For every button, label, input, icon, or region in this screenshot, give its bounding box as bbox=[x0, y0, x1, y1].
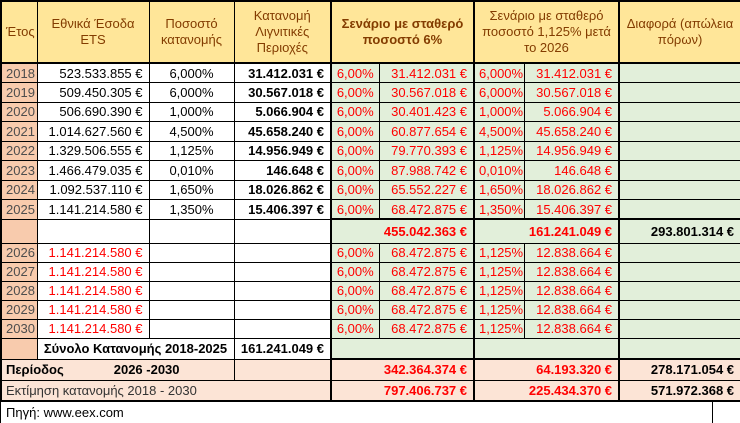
cell-year[interactable]: 2021 bbox=[1, 122, 37, 142]
estimate-label-cell[interactable]: Εκτίμηση κατανομής 2018 - 2030 bbox=[1, 380, 331, 401]
cell-s6-pct[interactable]: 6,00% bbox=[331, 200, 379, 220]
cell-year[interactable]: 2027 bbox=[1, 262, 37, 281]
cell-allocation-empty[interactable] bbox=[234, 319, 331, 338]
cell-allocation-empty[interactable] bbox=[234, 262, 331, 281]
header-row bbox=[1, 1, 740, 63]
cell-pct-empty[interactable] bbox=[149, 319, 234, 338]
cell-s1-amount[interactable]: 12.838.664 € bbox=[524, 262, 619, 281]
cell-s1-subtotal[interactable]: 161.241.049 € bbox=[474, 219, 619, 243]
cell-s1-pct[interactable]: 6,000% bbox=[474, 83, 524, 103]
cell-revenue[interactable]: 1.141.214.580 € bbox=[37, 281, 149, 300]
cell-revenue[interactable]: 1.141.214.580 € bbox=[37, 200, 149, 220]
cell-pct-empty[interactable] bbox=[149, 281, 234, 300]
cell-diff[interactable] bbox=[619, 180, 740, 200]
cell-diff-subtotal[interactable]: 293.801.314 € bbox=[619, 219, 740, 243]
cell-pct[interactable]: 1,650% bbox=[149, 180, 234, 200]
sum-label-cell[interactable]: Σύνολο Κατανομής 2018-2025 bbox=[37, 338, 234, 359]
cell-s6-amount[interactable]: 30.401.423 € bbox=[379, 102, 474, 122]
cell-allocation[interactable]: 30.567.018 € bbox=[234, 83, 331, 103]
cell-year[interactable]: 2022 bbox=[1, 141, 37, 161]
cell-pct[interactable]: 0,010% bbox=[149, 161, 234, 181]
cell-diff[interactable] bbox=[619, 102, 740, 122]
cell-pct-empty[interactable] bbox=[149, 300, 234, 319]
subtotal-row bbox=[1, 219, 740, 243]
cell-s6-pct[interactable]: 6,00% bbox=[331, 141, 379, 161]
cell-allocation[interactable]: 18.026.862 € bbox=[234, 180, 331, 200]
cell-year[interactable]: 2024 bbox=[1, 180, 37, 200]
cell-s1-pct[interactable]: 4,500% bbox=[474, 122, 524, 142]
cell-pct[interactable]: 1,125% bbox=[149, 141, 234, 161]
future-year-row bbox=[1, 281, 740, 300]
cell-s6-pct[interactable]: 6,00% bbox=[331, 243, 379, 262]
cell-s6-amount[interactable]: 65.552.227 € bbox=[379, 180, 474, 200]
sum-s1-empty-cell[interactable] bbox=[474, 338, 619, 359]
cell-diff[interactable] bbox=[619, 200, 740, 220]
cell-year[interactable]: 2023 bbox=[1, 161, 37, 181]
header-scenario-6[interactable]: Σενάριο με σταθερό ποσοστό 6% bbox=[331, 1, 474, 63]
cell-s6-amount[interactable]: 68.472.875 € bbox=[379, 200, 474, 220]
cell-revenue[interactable]: 1.141.214.580 € bbox=[37, 300, 149, 319]
period-alloc-empty-cell[interactable] bbox=[234, 359, 331, 380]
cell-year[interactable]: 2025 bbox=[1, 200, 37, 220]
cell-allocation-empty[interactable] bbox=[234, 281, 331, 300]
cell-s1-pct[interactable]: 1,125% bbox=[474, 141, 524, 161]
cell-diff[interactable] bbox=[619, 141, 740, 161]
future-year-row bbox=[1, 262, 740, 281]
year-row bbox=[1, 200, 740, 220]
estimate-s1-cell[interactable]: 225.434.370 € bbox=[474, 380, 619, 401]
year-row bbox=[1, 141, 740, 161]
cell-revenue[interactable]: 1.092.537.110 € bbox=[37, 180, 149, 200]
cell-year-empty[interactable] bbox=[1, 338, 37, 359]
cell-revenue-empty[interactable] bbox=[37, 219, 149, 243]
cell-revenue[interactable]: 509.450.305 € bbox=[37, 83, 149, 103]
year-row bbox=[1, 122, 740, 142]
cell-s6-amount[interactable]: 60.877.654 € bbox=[379, 122, 474, 142]
sum-value-cell[interactable]: 161.241.049 € bbox=[234, 338, 331, 359]
cell-year[interactable]: 2030 bbox=[1, 319, 37, 338]
cell-s6-amount[interactable]: 79.770.393 € bbox=[379, 141, 474, 161]
cell-s1-pct[interactable]: 1,350% bbox=[474, 200, 524, 220]
source-note: Πηγή: www.eex.com bbox=[0, 402, 713, 423]
cell-allocation[interactable]: 31.412.031 € bbox=[234, 63, 331, 83]
period-s1-cell[interactable]: 64.193.320 € bbox=[474, 359, 619, 380]
header-revenue[interactable]: Εθνικά Έσοδα ETS bbox=[37, 1, 149, 63]
period-label: Περίοδος bbox=[6, 362, 64, 377]
cell-s1-pct[interactable]: 6,000% bbox=[474, 63, 524, 83]
totals-body bbox=[1, 338, 740, 401]
cell-s6-pct[interactable]: 6,00% bbox=[331, 281, 379, 300]
cell-s6-pct[interactable]: 6,00% bbox=[331, 262, 379, 281]
cell-revenue[interactable]: 1.141.214.580 € bbox=[37, 319, 149, 338]
cell-s6-amount[interactable]: 68.472.875 € bbox=[379, 281, 474, 300]
cell-revenue[interactable]: 523.533.855 € bbox=[37, 63, 149, 83]
estimate-diff-cell[interactable]: 571.972.368 € bbox=[619, 380, 740, 401]
cell-allocation[interactable]: 5.066.904 € bbox=[234, 102, 331, 122]
cell-s6-amount[interactable]: 68.472.875 € bbox=[379, 243, 474, 262]
cell-s1-amount[interactable]: 12.838.664 € bbox=[524, 300, 619, 319]
cell-s1-pct[interactable]: 1,125% bbox=[474, 262, 524, 281]
cell-revenue[interactable]: 506.690.390 € bbox=[37, 102, 149, 122]
cell-s1-amount[interactable]: 15.406.397 € bbox=[524, 200, 619, 220]
data-rows-body bbox=[1, 63, 740, 338]
cell-diff[interactable] bbox=[619, 281, 740, 300]
year-row bbox=[1, 161, 740, 181]
cell-s1-pct[interactable]: 1,650% bbox=[474, 180, 524, 200]
cell-s6-amount[interactable]: 31.412.031 € bbox=[379, 63, 474, 83]
cell-diff[interactable] bbox=[619, 319, 740, 338]
estimate-2018-2030-row bbox=[1, 380, 740, 401]
cell-revenue[interactable]: 1.466.479.035 € bbox=[37, 161, 149, 181]
cell-allocation[interactable]: 14.956.949 € bbox=[234, 141, 331, 161]
cell-s6-amount[interactable]: 68.472.875 € bbox=[379, 319, 474, 338]
cell-s1-pct[interactable]: 1,000% bbox=[474, 102, 524, 122]
header-pct[interactable]: Ποσοστό κατανομής bbox=[149, 1, 234, 63]
cell-s1-amount[interactable]: 18.026.862 € bbox=[524, 180, 619, 200]
estimate-s6-cell[interactable]: 797.406.737 € bbox=[331, 380, 474, 401]
cell-allocation[interactable]: 45.658.240 € bbox=[234, 122, 331, 142]
header-scenario-1125[interactable]: Σενάριο με σταθερό ποσοστό 1,125% μετά το 2026 bbox=[474, 1, 619, 63]
cell-s1-pct[interactable]: 1,125% bbox=[474, 243, 524, 262]
cell-s6-pct[interactable]: 6,00% bbox=[331, 63, 379, 83]
year-row bbox=[1, 63, 740, 83]
cell-s1-amount[interactable]: 31.412.031 € bbox=[524, 63, 619, 83]
cell-s1-pct[interactable]: 1,125% bbox=[474, 300, 524, 319]
cell-year[interactable]: 2018 bbox=[1, 63, 37, 83]
year-row bbox=[1, 102, 740, 122]
cell-revenue[interactable]: 1.329.506.555 € bbox=[37, 141, 149, 161]
cell-year[interactable]: 2028 bbox=[1, 281, 37, 300]
year-row bbox=[1, 83, 740, 103]
cell-s6-pct[interactable]: 6,00% bbox=[331, 300, 379, 319]
cell-s1-pct[interactable]: 1,125% bbox=[474, 281, 524, 300]
cell-diff[interactable] bbox=[619, 161, 740, 181]
cell-pct-empty[interactable] bbox=[149, 219, 234, 243]
cell-s1-amount[interactable]: 12.838.664 € bbox=[524, 281, 619, 300]
cell-pct[interactable]: 1,000% bbox=[149, 102, 234, 122]
future-year-row bbox=[1, 319, 740, 338]
cell-pct-empty[interactable] bbox=[149, 243, 234, 262]
period-diff-cell[interactable]: 278.171.054 € bbox=[619, 359, 740, 380]
cell-year-empty[interactable] bbox=[1, 219, 37, 243]
cell-s1-amount[interactable]: 45.658.240 € bbox=[524, 122, 619, 142]
cell-revenue[interactable]: 1.014.627.560 € bbox=[37, 122, 149, 142]
cell-s6-amount[interactable]: 87.988.742 € bbox=[379, 161, 474, 181]
cell-s1-amount[interactable]: 14.956.949 € bbox=[524, 141, 619, 161]
cell-s6-pct[interactable]: 6,00% bbox=[331, 122, 379, 142]
cell-diff[interactable] bbox=[619, 122, 740, 142]
cell-allocation-empty[interactable] bbox=[234, 300, 331, 319]
cell-s1-amount[interactable]: 12.838.664 € bbox=[524, 319, 619, 338]
cell-allocation[interactable]: 15.406.397 € bbox=[234, 200, 331, 220]
cell-allocation-empty[interactable] bbox=[234, 219, 331, 243]
period-2026-2030-row bbox=[1, 359, 740, 380]
cell-s6-pct[interactable]: 6,00% bbox=[331, 161, 379, 181]
cell-diff[interactable] bbox=[619, 63, 740, 83]
cell-year[interactable]: 2020 bbox=[1, 102, 37, 122]
cell-s1-amount[interactable]: 5.066.904 € bbox=[524, 102, 619, 122]
cell-s1-amount[interactable]: 12.838.664 € bbox=[524, 243, 619, 262]
cell-year[interactable]: 2029 bbox=[1, 300, 37, 319]
cell-s6-amount[interactable]: 68.472.875 € bbox=[379, 262, 474, 281]
future-year-row bbox=[1, 243, 740, 262]
total-2018-2025-row bbox=[1, 338, 740, 359]
cell-s6-pct[interactable]: 6,00% bbox=[331, 83, 379, 103]
cell-s6-subtotal[interactable]: 455.042.363 € bbox=[331, 219, 474, 243]
cell-s6-pct[interactable]: 6,00% bbox=[331, 180, 379, 200]
cell-pct[interactable]: 4,500% bbox=[149, 122, 234, 142]
cell-s1-pct[interactable]: 1,125% bbox=[474, 319, 524, 338]
header-year[interactable]: Έτος bbox=[1, 1, 37, 63]
cell-s1-pct[interactable]: 0,010% bbox=[474, 161, 524, 181]
period-range: 2026 -2030 bbox=[113, 362, 180, 377]
year-row bbox=[1, 180, 740, 200]
future-year-row bbox=[1, 300, 740, 319]
cell-diff[interactable] bbox=[619, 262, 740, 281]
cell-revenue[interactable]: 1.141.214.580 € bbox=[37, 262, 149, 281]
cell-s6-amount[interactable]: 68.472.875 € bbox=[379, 300, 474, 319]
sum-s6-empty-cell[interactable] bbox=[331, 338, 474, 359]
sum-diff-empty-cell[interactable] bbox=[619, 338, 740, 359]
cell-s6-amount[interactable]: 30.567.018 € bbox=[379, 83, 474, 103]
period-label-cell[interactable] bbox=[1, 359, 234, 380]
cell-allocation[interactable]: 146.648 € bbox=[234, 161, 331, 181]
cell-year[interactable]: 2026 bbox=[1, 243, 37, 262]
cell-pct[interactable]: 6,000% bbox=[149, 63, 234, 83]
cell-s1-amount[interactable]: 30.567.018 € bbox=[524, 83, 619, 103]
header-diff[interactable]: Διαφορά (απώλεια πόρων) bbox=[619, 1, 740, 63]
cell-pct[interactable]: 6,000% bbox=[149, 83, 234, 103]
cell-diff[interactable] bbox=[619, 83, 740, 103]
cell-pct[interactable]: 1,350% bbox=[149, 200, 234, 220]
cell-diff[interactable] bbox=[619, 243, 740, 262]
cell-allocation-empty[interactable] bbox=[234, 243, 331, 262]
header-allocation[interactable]: Κατανομή Λιγνιτικές Περιοχές bbox=[234, 1, 331, 63]
period-s6-cell[interactable]: 342.364.374 € bbox=[331, 359, 474, 380]
cell-s1-amount[interactable]: 146.648 € bbox=[524, 161, 619, 181]
cell-s6-pct[interactable]: 6,00% bbox=[331, 319, 379, 338]
cell-year[interactable]: 2019 bbox=[1, 83, 37, 103]
cell-s6-pct[interactable]: 6,00% bbox=[331, 102, 379, 122]
cell-pct-empty[interactable] bbox=[149, 262, 234, 281]
cell-revenue[interactable]: 1.141.214.580 € bbox=[37, 243, 149, 262]
cell-diff[interactable] bbox=[619, 300, 740, 319]
